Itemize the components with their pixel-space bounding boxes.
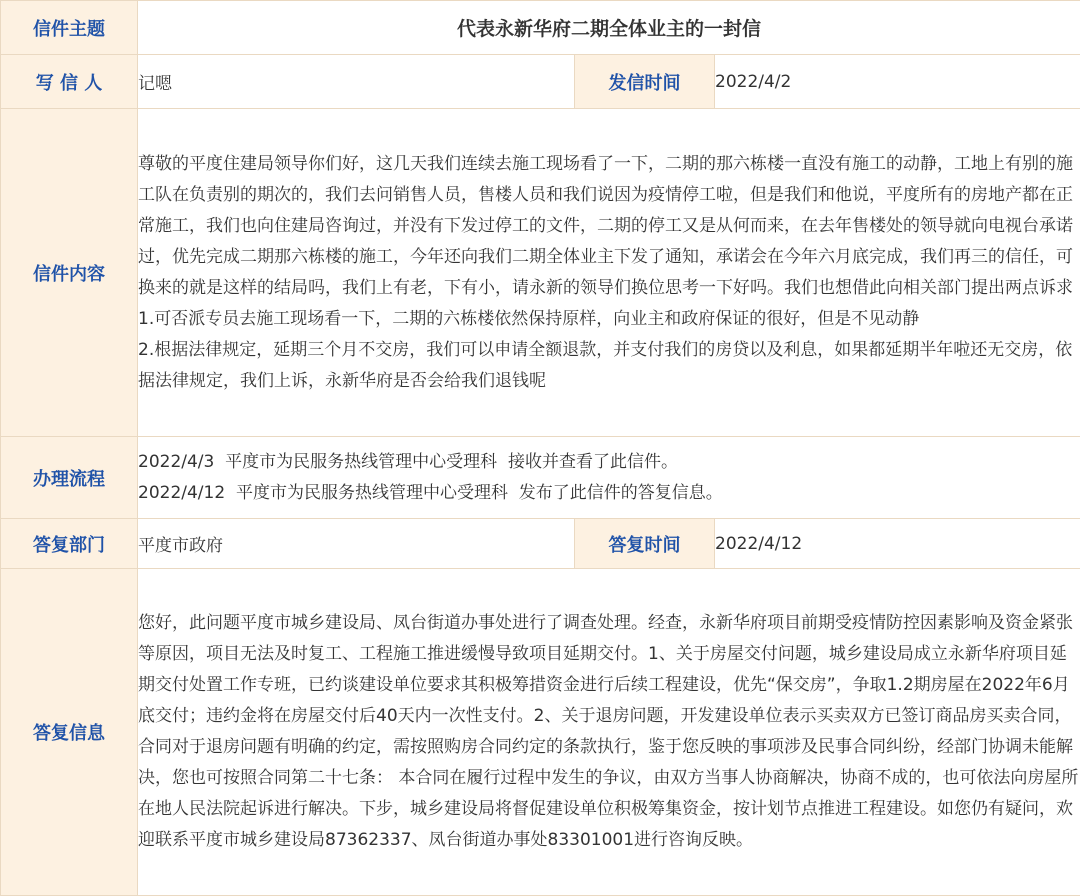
reply-time-value: 2022/4/12 bbox=[715, 519, 1080, 569]
writer-value: 记嗯 bbox=[138, 55, 575, 109]
content-paragraph: 1.可否派专员去施工现场看一下，二期的六栋楼依然保持原样，向业主和政府保证的很好，但是不见动静 bbox=[138, 304, 1080, 335]
reply-label: 答复信息 bbox=[1, 569, 138, 896]
process-step: 2022/4/3 平度市为民服务热线管理中心受理科 接收并查看了此信件。 bbox=[138, 447, 1080, 478]
reply-text: 您好，此问题平度市城乡建设局、凤台街道办事处进行了调查处理。经查，永新华府项目前期受疫情防控因素影响及资金紧张等原因，项目无法及时复工、工程施工推进缓慢导致项目延期交付。1、关于房屋交付问题，城乡建设局成立永新华府项目延期交付处置工作专班，已约谈建设单位要求其积极筹措资金进行后续工程建设，优先“保交房”，争取1.2期房屋在2022年6月底交付；违约金将在房屋交付后40天内一次性支付。2、关于退房问题，开发建设单位表示买卖双方已签订商品房买卖合同，合同对于退房问题有明确的约定，需按照购房合同约定的条款执行，鉴于您反映的事项涉及民事合同纠纷，经部门协调未能解决，您也可按照合同第二十七条： 本合同在履行过程中发生的争议，由双方当事人协商解决，协商不成的，也可依法向房屋所在地人民法院起诉进行解决。下步，城乡建设局将督促建设单位积极筹集资金，按计划节点推进工程建设。如您仍有疑问，欢迎联系平度市城乡建设局87362337、凤台街道办事处83301001进行咨询反映。 bbox=[138, 608, 1080, 856]
content-paragraph: 2.根据法律规定，延期三个月不交房，我们可以申请全额退款，并支付我们的房贷以及利息，如果都延期半年啦还无交房，依据法律规定，我们上诉，永新华府是否会给我们退钱呢 bbox=[138, 335, 1080, 397]
process-body bbox=[138, 437, 1080, 519]
reply-time-label: 答复时间 bbox=[575, 519, 715, 569]
process-label: 办理流程 bbox=[1, 437, 138, 519]
send-time-label: 发信时间 bbox=[575, 55, 715, 109]
subject-value: 代表永新华府二期全体业主的一封信 bbox=[138, 1, 1080, 55]
reply-dept-value: 平度市政府 bbox=[138, 519, 575, 569]
subject-row bbox=[1, 1, 1080, 55]
content-body bbox=[138, 109, 1080, 437]
writer-label: 写 信 人 bbox=[1, 55, 138, 109]
reply-row bbox=[1, 569, 1080, 896]
subject-label: 信件主题 bbox=[1, 1, 138, 55]
reply-dept-label: 答复部门 bbox=[1, 519, 138, 569]
writer-row bbox=[1, 55, 1080, 109]
process-row bbox=[1, 437, 1080, 519]
reply-body bbox=[138, 569, 1080, 896]
send-time-value: 2022/4/2 bbox=[715, 55, 1080, 109]
content-row bbox=[1, 109, 1080, 437]
content-paragraph: 尊敬的平度住建局领导你们好，这几天我们连续去施工现场看了一下，二期的那六栋楼一直没有施工的动静，工地上有别的施工队在负责别的期次的，我们去问销售人员，售楼人员和我们说因为疫情停工啦，但是我们和他说，平度所有的房地产都在正常施工，我们也向住建局咨询过，并没有下发过停工的文件，二期的停工又是从何而来，在去年售楼处的领导就向电视台承诺过，优先完成二期那六栋楼的施工，今年还向我们二期全体业主下发了通知，承诺会在今年六月底完成，我们再三的信任，可换来的就是这样的结局吗，我们上有老，下有小，请永新的领导们换位思考一下好吗。我们也想借此向相关部门提出两点诉求 bbox=[138, 149, 1080, 304]
process-step: 2022/4/12 平度市为民服务热线管理中心受理科 发布了此信件的答复信息。 bbox=[138, 478, 1080, 509]
content-label: 信件内容 bbox=[1, 109, 138, 437]
reply-dept-row bbox=[1, 519, 1080, 569]
